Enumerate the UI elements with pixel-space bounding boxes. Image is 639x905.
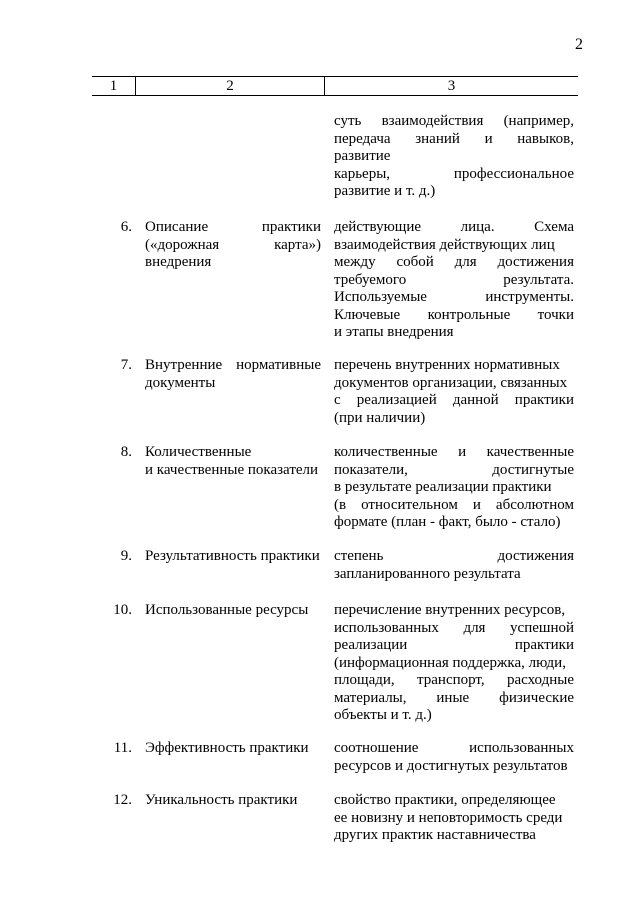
page-number: 2 <box>575 36 583 53</box>
word: взаимодействия действующих лиц <box>334 236 555 253</box>
text-line <box>145 237 321 255</box>
text-line <box>334 620 574 638</box>
word: требуемого <box>334 271 407 288</box>
word: контрольные <box>427 306 511 323</box>
word: взаимодействия <box>381 113 484 129</box>
word: инструменты. <box>485 289 574 305</box>
word: степень <box>334 548 384 564</box>
word: площади, <box>334 672 395 688</box>
text-line <box>334 166 574 184</box>
text-line <box>334 410 574 428</box>
row-name <box>145 792 321 810</box>
word: профессиональное <box>453 165 574 182</box>
text-line <box>334 758 574 776</box>
text-line <box>145 462 321 480</box>
word: Уникальность практики <box>145 792 298 808</box>
text-line <box>334 637 574 655</box>
text-line <box>334 514 574 532</box>
text-line <box>334 357 574 375</box>
word: документов организации, связанных <box>334 374 568 391</box>
text-line <box>334 707 574 725</box>
header-col-2: 2 <box>136 77 325 95</box>
text-line <box>334 237 574 255</box>
header-col-3: 3 <box>447 78 456 94</box>
text-line <box>145 602 321 620</box>
row-description <box>334 219 574 342</box>
text-line <box>334 462 574 480</box>
word: Используемые <box>334 289 427 305</box>
text-line <box>334 254 574 272</box>
word: (в <box>334 496 347 513</box>
text-line <box>145 254 321 272</box>
text-line <box>334 307 574 325</box>
word: и качественные показатели <box>145 461 319 478</box>
text-line <box>334 672 574 690</box>
word: ее новизну и неповторимость среди <box>334 809 563 826</box>
word: действующие <box>334 219 422 235</box>
row-number: 8. <box>120 444 132 460</box>
word: показатели, <box>334 461 408 478</box>
word: достигнутые <box>492 461 574 478</box>
word: и <box>458 444 467 460</box>
word: Ключевые <box>334 306 401 323</box>
word: транспорт, <box>417 672 485 688</box>
word: относительном <box>361 496 458 513</box>
word: реализацией <box>356 392 437 408</box>
word: перечень внутренних нормативных <box>334 357 560 373</box>
text-line <box>334 183 574 201</box>
text-line <box>334 289 574 307</box>
row-number: 6. <box>120 219 132 235</box>
row-description <box>334 444 574 532</box>
word: для <box>454 254 477 270</box>
word: Использованные ресурсы <box>145 602 309 618</box>
word: навыков, <box>517 130 574 147</box>
text-line <box>334 548 574 566</box>
word: соотношение <box>334 740 419 756</box>
word: (информационная поддержка, люди, <box>334 654 566 671</box>
text-line <box>145 444 321 462</box>
word: лица. <box>460 219 495 235</box>
row-description <box>334 113 574 201</box>
word: материалы, <box>334 689 407 706</box>
word: для <box>463 619 486 636</box>
word: развитие и т. д.) <box>334 183 436 199</box>
word: Схема <box>534 219 574 235</box>
row-number: 10. <box>113 602 132 618</box>
word: объекты и т. д.) <box>334 707 432 723</box>
word: данной <box>452 392 499 408</box>
text-line <box>334 566 574 584</box>
text-line <box>334 810 574 828</box>
word: между <box>334 254 376 270</box>
text-line <box>334 375 574 393</box>
row-description <box>334 602 574 725</box>
word: практики <box>514 637 574 653</box>
word: с <box>334 392 341 408</box>
word: точки <box>537 306 574 323</box>
text-line <box>334 655 574 673</box>
word: внедрения <box>145 254 212 270</box>
word: количественные <box>334 444 438 460</box>
text-line <box>334 792 574 810</box>
word: собой <box>396 254 434 270</box>
word: в результате реализации практики <box>334 479 552 495</box>
word: перечисление внутренних ресурсов, <box>334 602 566 618</box>
word: запланированного результата <box>334 565 521 582</box>
text-line <box>145 792 321 810</box>
word: и <box>472 496 481 513</box>
row-name <box>145 740 321 758</box>
row-number: 9. <box>120 548 132 564</box>
text-line <box>334 740 574 758</box>
word: Эффективность практики <box>145 740 309 756</box>
table-header <box>92 76 578 96</box>
word: документы <box>145 374 216 391</box>
word: и <box>484 130 493 147</box>
row-number: 7. <box>120 357 132 373</box>
word: Внутренние <box>145 357 223 373</box>
text-line <box>334 148 574 166</box>
word: абсолютном <box>495 496 574 513</box>
word: Описание <box>145 219 209 235</box>
word: свойство практики, определяющее <box>334 792 556 808</box>
row-number: 11. <box>113 740 132 756</box>
word: нормативные <box>236 357 321 373</box>
word: результата. <box>503 271 574 288</box>
word: (например, <box>503 113 574 129</box>
word: физические <box>499 689 574 706</box>
word: успешной <box>510 619 574 636</box>
text-line <box>145 219 321 237</box>
word: ресурсов и достигнутых результатов <box>334 757 568 774</box>
word: формате (план - факт, было - стало) <box>334 514 561 530</box>
row-description <box>334 740 574 775</box>
text-line <box>334 113 574 131</box>
word: карьеры, <box>334 165 391 182</box>
word: практики <box>514 392 574 408</box>
row-description <box>334 792 574 845</box>
text-line <box>145 375 321 393</box>
text-line <box>334 272 574 290</box>
word: использованных <box>469 740 574 756</box>
text-line <box>334 602 574 620</box>
text-line <box>334 392 574 410</box>
word: иные <box>436 689 470 706</box>
row-name <box>145 357 321 392</box>
text-line <box>334 324 574 342</box>
text-line <box>145 548 321 566</box>
word: знаний <box>415 130 460 147</box>
word: практики <box>261 219 321 235</box>
row-name <box>145 444 321 479</box>
word: Результативность практики <box>145 548 320 564</box>
word: реализации <box>334 637 408 653</box>
word: (при наличии) <box>334 409 426 426</box>
row-description <box>334 357 574 427</box>
text-line <box>334 827 574 845</box>
word: достижения <box>497 254 574 270</box>
word: Количественные <box>145 444 252 460</box>
word: карта») <box>274 236 321 253</box>
word: («дорожная <box>145 236 220 253</box>
row-description <box>334 548 574 583</box>
text-line <box>334 444 574 462</box>
text-line <box>334 690 574 708</box>
text-line <box>145 740 321 758</box>
row-name <box>145 219 321 272</box>
row-name <box>145 602 321 620</box>
text-line <box>334 479 574 497</box>
text-line <box>334 219 574 237</box>
word: других практик наставничества <box>334 827 536 843</box>
word: достижения <box>497 548 574 564</box>
word: качественные <box>486 444 574 460</box>
header-col-1: 1 <box>92 77 136 95</box>
text-line <box>145 357 321 375</box>
word: развитие <box>334 148 391 164</box>
word: расходные <box>506 672 574 688</box>
word: суть <box>334 113 362 129</box>
text-line <box>334 131 574 149</box>
row-name <box>145 548 321 566</box>
row-number: 12. <box>113 792 132 808</box>
word: и этапы внедрения <box>334 324 454 340</box>
text-line <box>334 497 574 515</box>
word: передача <box>334 130 391 147</box>
word: использованных <box>334 619 439 636</box>
